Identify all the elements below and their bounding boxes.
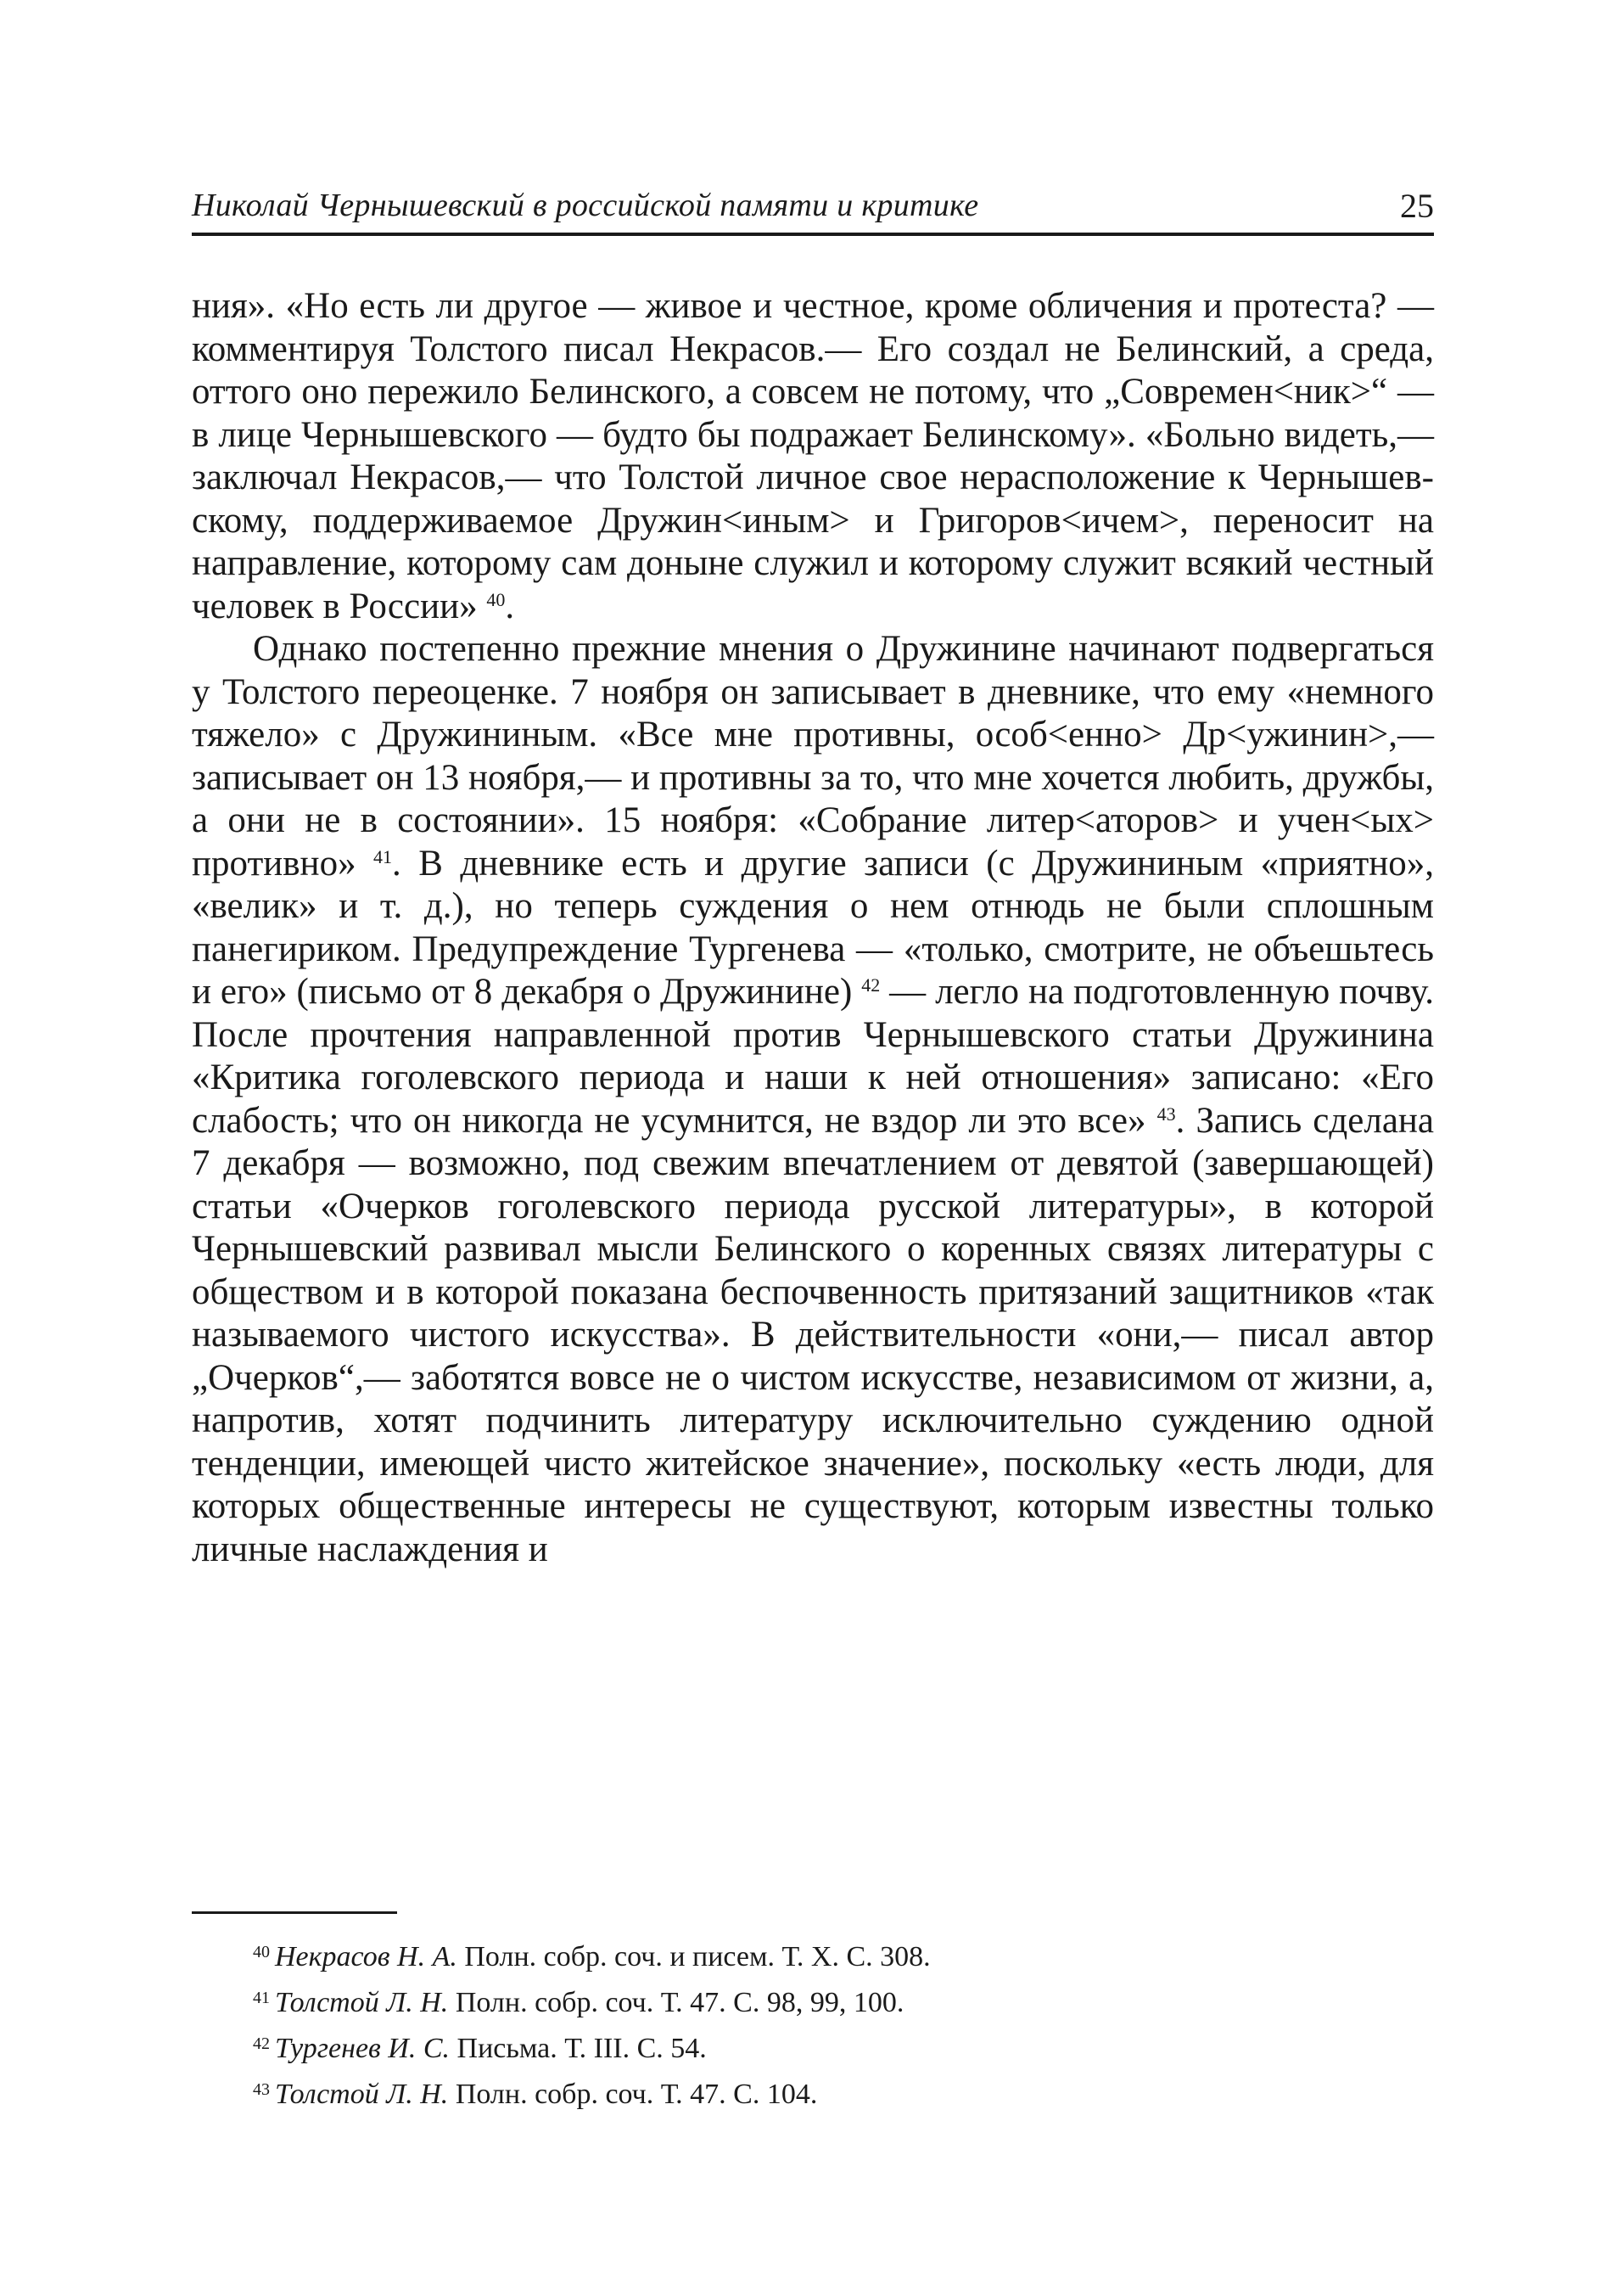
footnote-author: Некрасов Н. А.	[275, 1941, 457, 1972]
footnote-author: Толстой Л. Н.	[275, 2079, 449, 2110]
page-number: 25	[1400, 187, 1434, 225]
footnote-author: Тургенев И. С.	[275, 2033, 451, 2064]
footnote-divider	[192, 1911, 397, 1914]
footnote-text: Полн. собр. соч. Т. 47. С. 98, 99, 100.	[448, 1987, 904, 2018]
footnote-ref-43: 43	[1156, 1103, 1176, 1125]
paragraph-2	[192, 628, 1434, 1571]
paragraph-1-end: .	[505, 586, 515, 626]
footnote-ref-42: 42	[861, 974, 881, 996]
footnote-text: Полн. собр. соч. и писем. Т. X. С. 308.	[456, 1941, 931, 1972]
footnote	[192, 1978, 1434, 2023]
paragraph-2-part-2: . В дневнике есть и другие записи (с Дружининым «приятно», «велик» и т. д.), но теперь суждения о нем отнюдь не были сплошным панегириком. Предупреждение Тургенева — «только, смотрите, не объешьтесь и его» (письмо от 8 декабря о Дружинине)	[192, 843, 1435, 1012]
footnote-text: Полн. собр. соч. Т. 47. С. 104.	[448, 2079, 818, 2110]
footnotes	[192, 1932, 1434, 2115]
footnote-number: 43	[253, 2080, 270, 2099]
footnote	[192, 2023, 1434, 2069]
footnote-number: 40	[253, 1943, 270, 1961]
page-header	[192, 185, 1434, 236]
main-text	[192, 285, 1434, 1571]
running-title: Николай Чернышевский в российской памяти и критике	[192, 188, 979, 223]
paragraph-2-part-1: Однако постепенно прежние мнения о Дружинине начинают подвергаться у Толстого переоценке. 7 ноября он записывает в дневнике, что ему «немного тяжело» с Дружининым. «Все мне противны, особ<енно> Др<ужинин>,— записывает он 13 ноября,— и противны за то, что мне хочется любить, дружбы, а они не в состоянии». 15 ноября: «Собрание литер<аторов> и учен<ых> противно»	[192, 629, 1434, 884]
paragraph-1	[192, 285, 1434, 628]
paragraph-2-part-3: — легло на подготовленную почву. После прочтения направленной против Чернышевского статьи Дружинина «Критика гоголевского периода и наши к ней отношения» записано: «Его слабость; что он никогда не усумнится, не вздор ли это все»	[192, 972, 1434, 1141]
footnote-number: 42	[253, 2034, 270, 2053]
paragraph-2-part-4: . Запись сделана 7 декабря — возможно, под свежим впечатлением от девятой (завершающей) статьи «Очерков гоголевского периода русской литературы», в которой Чернышевский развивал мысли Белинского о коренных связях литературы с обществом и в которой показана беспочвенность притязаний защитников «так называемого чистого искусства». В действительности «они,— писал автор „Очерков“,— заботятся вовсе не о чистом искусстве, независимом от жизни, а, напротив, хотят подчинить литературу исключительно суждению одной тенденции, имеющей чисто житейское значение», поскольку «есть люди, для которых общественные интересы не существуют, которым известны только личные наслаждения и	[192, 1100, 1434, 1569]
footnote-ref-41: 41	[373, 845, 393, 867]
footnote	[192, 1932, 1434, 1978]
footnote-text: Письма. Т. III. С. 54.	[450, 2033, 707, 2064]
footnote-number: 41	[253, 1989, 270, 2007]
paragraph-1-text: ния». «Но есть ли другое — живое и честное, кроме обличения и протеста? — комментируя Толстого писал Некрасов.— Его создал не Белинский, а среда, оттого оно пережило Белинского, а совсем не потому, что „Современ<ник>“ — в лице Чернышевского — будто бы подражает Белинскому». «Больно видеть,— заключал Некрасов,— что Толстой личное свое нерасположение к Чернышевскому, поддерживаемое Дружин<иным> и Григоров<ичем>, переносит на направление, которому сам доныне служил и которому служит всякий честный человек в России»	[192, 286, 1434, 626]
footnote-author: Толстой Л. Н.	[275, 1987, 449, 2018]
footnote-ref-40: 40	[486, 588, 506, 610]
footnote	[192, 2069, 1434, 2115]
